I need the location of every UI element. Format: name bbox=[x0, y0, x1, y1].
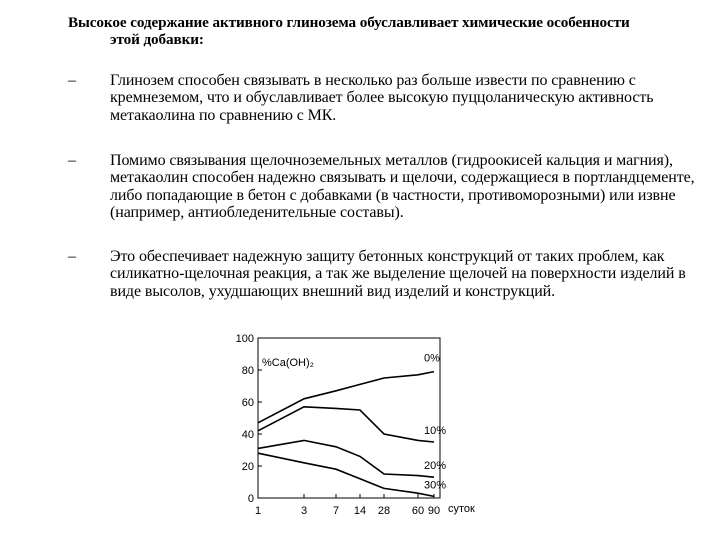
y-tick-label: 40 bbox=[241, 429, 254, 441]
y-axis-label: %Ca(OH)₂ bbox=[262, 357, 314, 369]
bullet-dash: – bbox=[68, 152, 76, 169]
x-tick-label: 14 bbox=[353, 505, 367, 517]
slide-heading bbox=[68, 14, 708, 48]
series-label: 0% bbox=[424, 352, 440, 365]
bullet-text: Глинозем способен связывать в несколько раз больше извести по сравнению с кремнеземом, что и обуславливает более высокую пуццоланическую активность метакаолина по сравнению с МК. bbox=[110, 72, 654, 124]
x-axis-label: суток bbox=[448, 503, 475, 515]
y-tick-label: 100 bbox=[235, 333, 254, 345]
x-tick-label: 7 bbox=[332, 505, 340, 517]
heading-line-2: этой добавки: bbox=[110, 31, 204, 48]
x-tick-label: 28 bbox=[377, 505, 391, 517]
y-tick-label: 20 bbox=[241, 461, 254, 473]
y-tick-label: 60 bbox=[241, 397, 254, 409]
x-tick-label: 1 bbox=[254, 505, 262, 517]
heading-line-1: Высокое содержание активного глинозема обуславливает химические особенности bbox=[68, 14, 630, 31]
x-tick-label: 90 bbox=[427, 505, 441, 517]
series-label: 10% bbox=[424, 425, 447, 437]
x-tick-label: 3 bbox=[300, 505, 308, 517]
bullet-dash: – bbox=[68, 72, 76, 89]
bullet-text: Это обеспечивает надежную защиту бетонных конструкций от таких проблем, как силикатно-щелочная реакция, а так же выделение щелочей на поверхности изделий в виде высолов, ухудшающих внешний вид изделий и конструкций. bbox=[110, 248, 686, 300]
bullet-dash: – bbox=[68, 248, 76, 265]
ca-oh2-chart bbox=[226, 326, 496, 526]
series-line bbox=[258, 372, 434, 423]
x-tick-label: 60 bbox=[411, 505, 425, 517]
y-tick-label: 80 bbox=[241, 365, 254, 377]
y-tick-label: 0 bbox=[247, 493, 254, 505]
series-line bbox=[258, 407, 434, 442]
series-label: 20% bbox=[424, 460, 447, 473]
series-label: 30% bbox=[424, 479, 447, 492]
bullet-text: Помимо связывания щелочноземельных металлов (гидроокисей кальция и магния), метакаолин способен надежно связывать и щелочи, содержащиеся в портландцементе, либо попадающие в бетон с добавками (в частности, противоморозными) или извне (например, антиобледенительные составы). bbox=[110, 152, 695, 222]
